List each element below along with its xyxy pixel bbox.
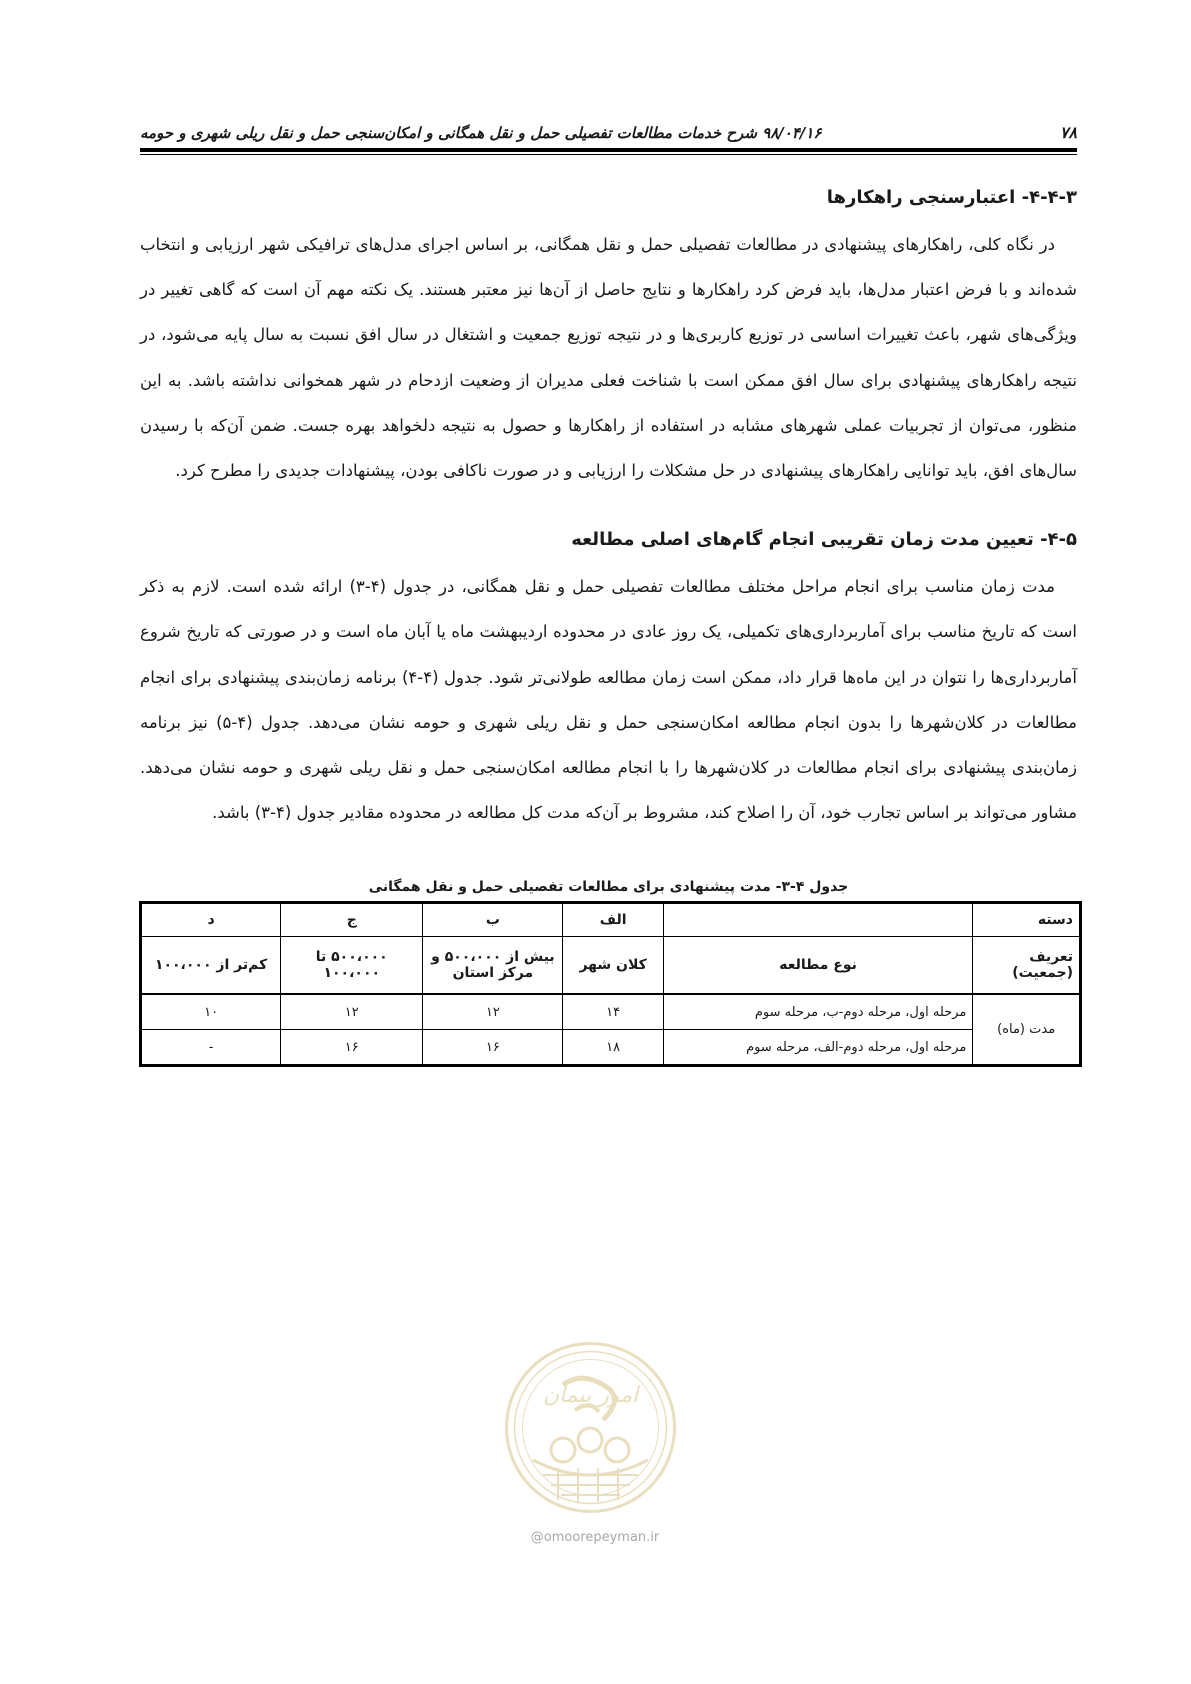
cell-category-a: الف — [563, 903, 663, 937]
definition-label-line2: (جمعیت) — [1012, 965, 1073, 982]
cell-duration-label: مدت (ماه) — [973, 994, 1081, 1066]
watermark-logo — [503, 1340, 678, 1515]
cell-value-d: - — [141, 1030, 281, 1066]
cell-category-type — [663, 903, 972, 937]
running-header — [140, 118, 1077, 148]
header-rule-thin — [140, 154, 1077, 155]
cell-category-d: د — [141, 903, 281, 937]
cell-category-b: ب — [423, 903, 563, 937]
watermark-logo-text: امور پیمان — [542, 1383, 639, 1408]
cell-definition-d: کم‌تر از ۱۰۰،۰۰۰ — [141, 937, 281, 995]
paragraph-validation: در نگاه کلی، راهکارهای پیشنهادی در مطالعات تفصیلی حمل و نقل همگانی، بر اساس اجرای مدل‌های ترافیکی شهر ارزیابی و انتخاب شده‌اند و با فرض اعتبار مدل‌ها، باید فرض کرد راهکارها و نتایج حاصل از آن‌ها نیز معتبر هستند. یک نکته مهم آن است که گاهی تغییر در ویژگی‌های شهر، باعث تغییرات اساسی در توزیع کاربری‌ها و در نتیجه توزیع جمعیت و اشتغال در سال افق نسبت به سال پایه می‌شود، در نتیجه راهکارهای پیشنهادی برای سال افق ممکن است با شناخت فعلی مدیران از وضعیت ازدحام در شهر همخوانی نداشته باشد. به این منظور، می‌توان از تجربیات عملی شهرهای مشابه در استفاده از راهکارها و حصول به نتیجه دلخواهد بهره جست. ضمن آن‌که با رسیدن سال‌های افق، باید توانایی راهکارهای پیشنهادی در حل مشکلات را ارزیابی و در صورت ناکافی بودن، پیشنهادات جدیدی را مطرح کرد. — [140, 235, 1077, 481]
cell-value-c: ۱۶ — [281, 1030, 423, 1066]
table-row-definition — [141, 937, 1081, 995]
header-title: ۹۸/۰۴/۱۶ شرح خدمات مطالعات تفصیلی حمل و نقل همگانی و امکان‌سنجی حمل و نقل ریلی شهری و حومه — [140, 124, 822, 142]
section-heading-validation: ۴-۴-۳- اعتبارسنجی راهکارها — [826, 187, 1077, 208]
cell-value-a: ۱۸ — [563, 1030, 663, 1066]
page-number: ۷۸ — [1059, 123, 1077, 142]
cell-definition-b — [423, 937, 563, 995]
cell-study-type: مرحله اول، مرحله دوم-الف، مرحله سوم — [663, 1030, 972, 1066]
table-row — [141, 1030, 1081, 1066]
paragraph-duration: مدت زمان مناسب برای انجام مراحل مختلف مطالعات تفصیلی حمل و نقل همگانی، در جدول (۴-۳) ارائه شده است. لازم به ذکر است که تاریخ مناسب برای آماربرداری‌های تکمیلی، یک روز عادی در محدوده اردیبهشت ماه یا آبان ماه است و در صورتی که تاریخ شروع آماربرداری‌ها را نتوان در این ماه‌ها قرار داد، ممکن است زمان مطالعه طولانی‌تر شود. جدول (۴-۴) برنامه زمان‌بندی پیشنهادی برای انجام مطالعات در کلان‌شهرها را بدون انجام مطالعه امکان‌سنجی حمل و نقل ریلی شهری و حومه نشان می‌دهد. جدول (۴-۵) نیز برنامه زمان‌بندی پیشنهادی برای انجام مطالعات در کلان‌شهرها را با انجام مطالعه امکان‌سنجی حمل و نقل ریلی شهری و حومه نشان می‌دهد. مشاور می‌تواند بر اساس تجارب خود، آن را اصلاح کند، مشروط بر آن‌که مدت کل مطالعه در محدوده مقادیر جدول (۴-۳) باشد. — [140, 577, 1077, 823]
cell-definition-label — [973, 937, 1081, 995]
definition-b-line1: بیش از ۵۰۰،۰۰۰ و — [431, 949, 555, 966]
definition-b-line2: مرکز استان — [452, 965, 534, 982]
cell-category-label: دسته — [973, 903, 1081, 937]
section-heading-duration: ۴-۵- تعیین مدت زمان تقریبی انجام گام‌های اصلی مطالعه — [571, 529, 1077, 551]
cell-definition-c: ۵۰۰،۰۰۰ تا ۱۰۰،۰۰۰ — [281, 937, 423, 995]
duration-table — [139, 901, 1082, 1067]
cell-value-b: ۱۲ — [423, 994, 563, 1030]
document-page — [140, 118, 1077, 1067]
watermark-url: @omoorepeyman.ir — [530, 1530, 660, 1545]
header-rule-thick — [140, 148, 1077, 152]
definition-label-line1: تعریف — [1029, 949, 1073, 966]
cell-value-c: ۱۲ — [281, 994, 423, 1030]
cell-definition-type: نوع مطالعه — [663, 937, 972, 995]
table-row — [141, 994, 1081, 1030]
cell-value-a: ۱۴ — [563, 994, 663, 1030]
cell-definition-a: کلان شهر — [563, 937, 663, 995]
cell-study-type: مرحله اول، مرحله دوم-ب، مرحله سوم — [663, 994, 972, 1030]
cell-value-d: ۱۰ — [141, 994, 281, 1030]
table-row-category — [141, 903, 1081, 937]
cell-category-c: ج — [281, 903, 423, 937]
cell-value-b: ۱۶ — [423, 1030, 563, 1066]
table-caption: جدول ۴-۳- مدت پیشنهادی برای مطالعات تفصیلی حمل و نقل همگانی — [368, 879, 849, 896]
